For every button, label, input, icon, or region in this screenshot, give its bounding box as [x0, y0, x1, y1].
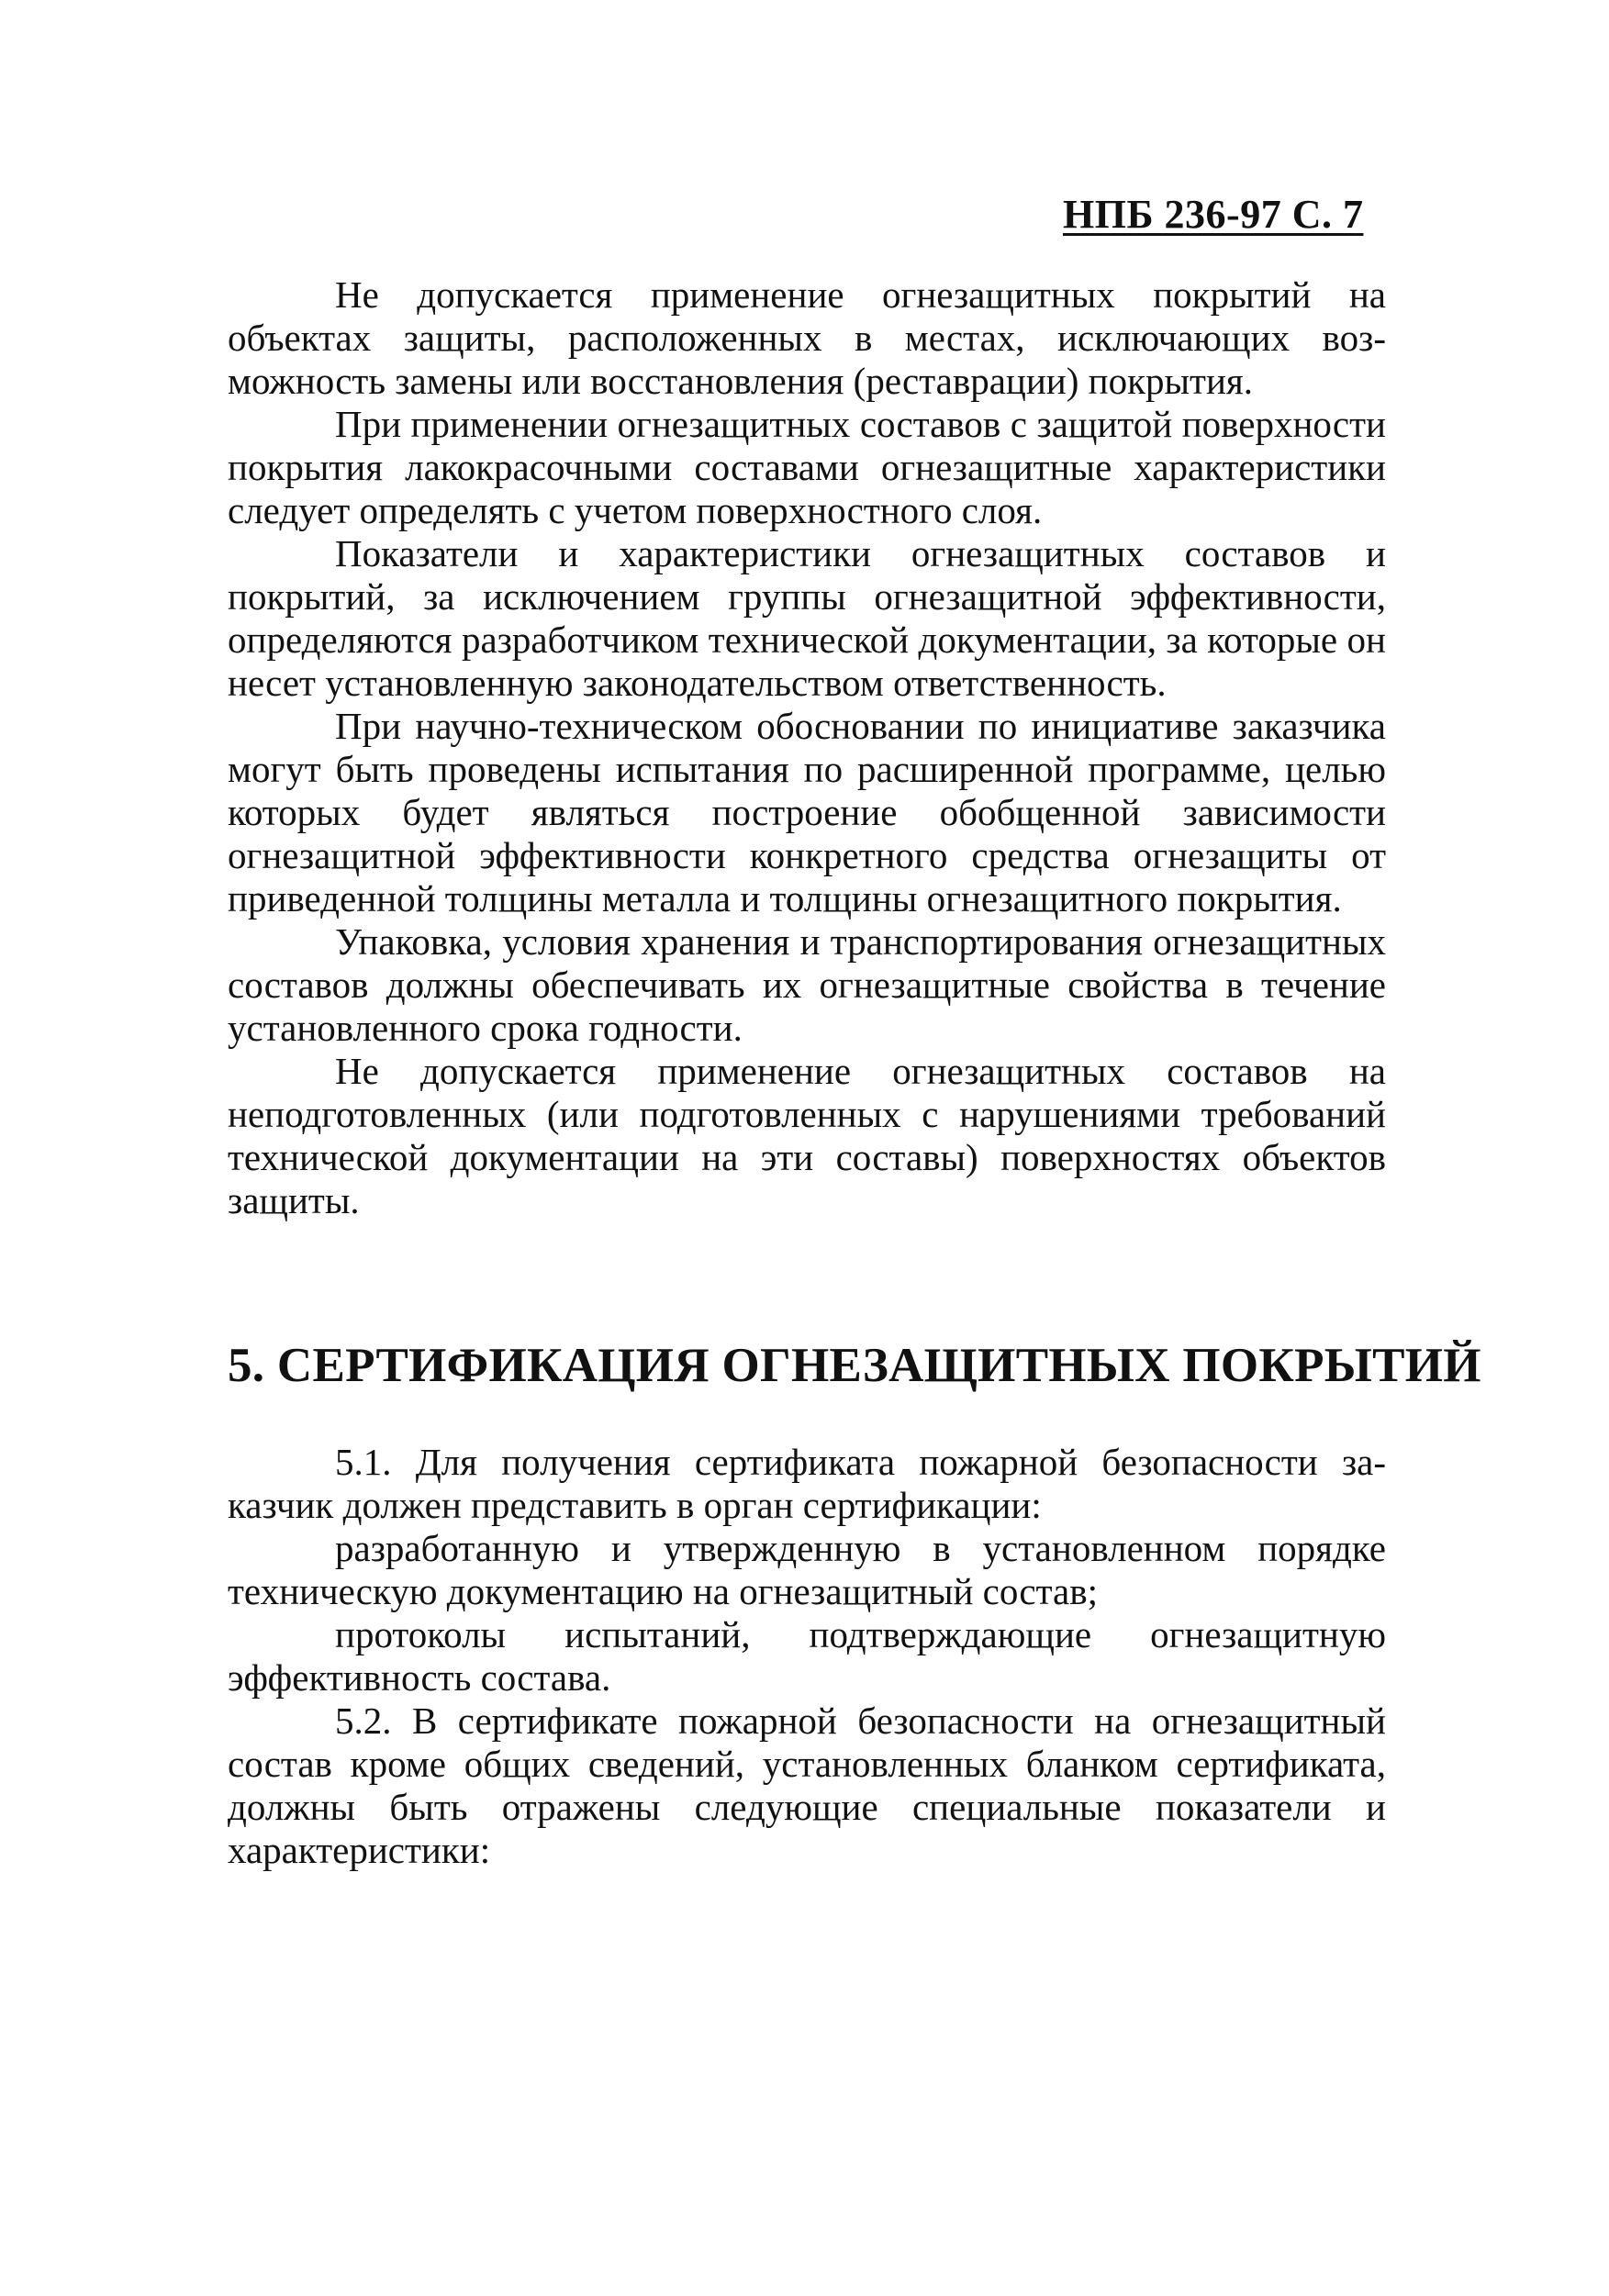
paragraph: 5.1. Для получения сертификата пожарной безопасности заказчик должен представить в орган сертификации: — [228, 1441, 1386, 1526]
body-text-top — [228, 273, 1386, 1222]
paragraph: 5.2. В сертификате пожарной безопасности на огнезащитный состав кроме общих сведений, установленных бланком сертификата, должны быть отражены следующие специальные показатели и характеристики: — [228, 1700, 1386, 1871]
paragraph: разработанную и утвержденную в установленном порядке техническую документацию на огнезащитный состав; — [228, 1527, 1386, 1612]
paragraph: Упаковка, условия хранения и транспортирования огнезащитных составов должны обеспечивать их огнезащитные свойства в течение установленного срока годности. — [228, 920, 1386, 1049]
paragraph: Не допускается применение огнезащитных покрытий на объектах защиты, расположенных в местах, исключающих возможность замены или восстановления (реставрации) покрытия. — [228, 273, 1386, 402]
paragraph: Не допускается применение огнезащитных составов на неподготовленных (или подготовленных с нарушениями требований технической документации на эти составы) поверхностях объектов защиты. — [228, 1050, 1386, 1221]
paragraph: При применении огнезащитных составов с защитой поверхности покрытия лакокрасочными составами огнезащитные характеристики следует определять с учетом поверхностного слоя. — [228, 403, 1386, 531]
body-text-bottom — [228, 1441, 1386, 1872]
paragraph: протоколы испытаний, подтверждающие огнезащитную эффективность состава. — [228, 1613, 1386, 1699]
paragraph: Показатели и характеристики огнезащитных составов и покрытий, за исключением группы огнезащитной эффективности, определяются разработчиком технической документации, за которые он несет установленную законодательством ответственность. — [228, 532, 1386, 704]
page-header-doc-ref: НПБ 236-97 С. 7 — [1063, 192, 1364, 237]
section-heading: 5. СЕРТИФИКАЦИЯ ОГНЕЗАЩИТНЫХ ПОКРЫТИЙ — [228, 1339, 1481, 1392]
paragraph: При научно-техническом обосновании по инициативе заказчика могут быть проведены испытания по расширенной программе, целью которых будет являться построение обобщенной зависимости огнезащитной эффективности конкретного средства огнезащиты от приведенной толщины металла и толщины огнезащитного покрытия. — [228, 705, 1386, 920]
